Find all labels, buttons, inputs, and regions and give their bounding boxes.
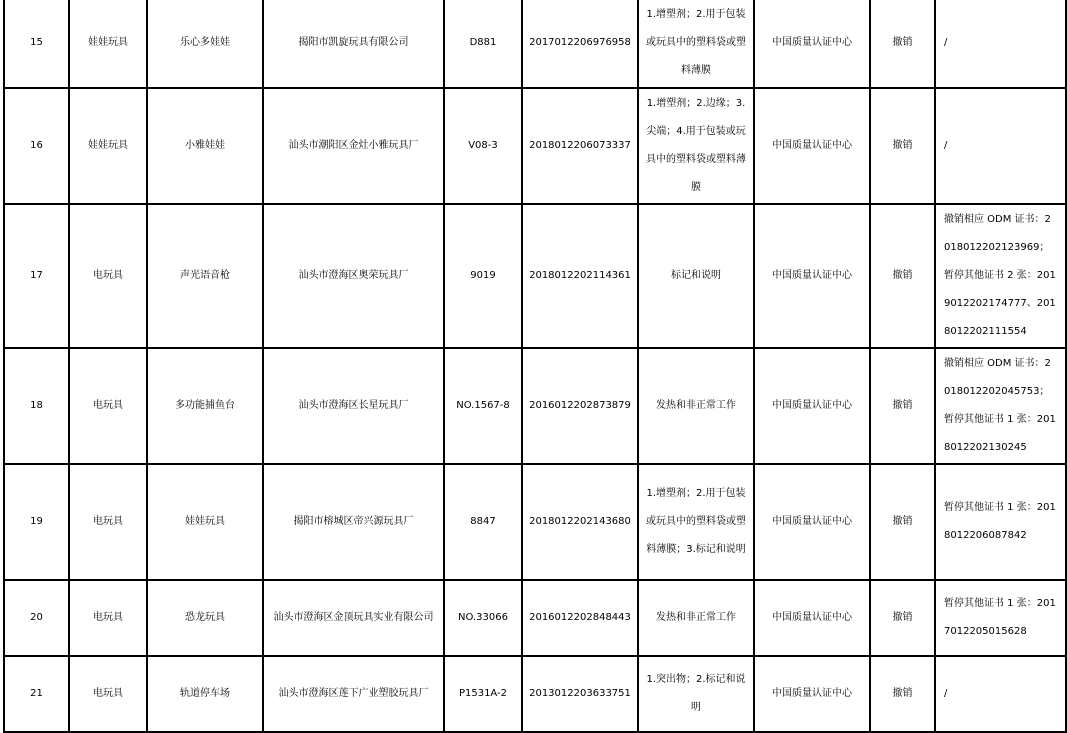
action-taken: 撤销	[870, 0, 935, 88]
remarks: /	[935, 88, 1066, 204]
certification-agency: 中国质量认证中心	[754, 464, 870, 580]
table-row	[4, 204, 1066, 348]
certificate-number: 2017012206976958	[522, 0, 638, 88]
row-number: 21	[4, 656, 69, 732]
company-name: 汕头市潮阳区金灶小雅玩具厂	[263, 88, 444, 204]
remarks: 暂停其他证书 1 张：2017012205015628	[935, 580, 1066, 656]
company-name: 揭阳市榕城区帝兴源玩具厂	[263, 464, 444, 580]
remarks: 撤销相应 ODM 证书：2018012202045753；暂停其他证书 1 张：2018012202130245	[935, 348, 1066, 464]
certification-agency: 中国质量认证中心	[754, 348, 870, 464]
revocation-table	[3, 0, 1067, 733]
company-name: 汕头市澄海区金顶玩具实业有限公司	[263, 580, 444, 656]
table-row	[4, 580, 1066, 656]
company-name: 汕头市澄海区莲下广业塑胶玩具厂	[263, 656, 444, 732]
product-name: 娃娃玩具	[147, 464, 263, 580]
product-name: 声光语音枪	[147, 204, 263, 348]
remarks: /	[935, 0, 1066, 88]
table-row	[4, 348, 1066, 464]
table-row	[4, 464, 1066, 580]
action-taken: 撤销	[870, 656, 935, 732]
product-name: 多功能捕鱼台	[147, 348, 263, 464]
product-category: 电玩具	[69, 464, 147, 580]
model-number: D881	[444, 0, 522, 88]
product-name: 小雅娃娃	[147, 88, 263, 204]
certificate-number: 2018012202143680	[522, 464, 638, 580]
certificate-number: 2018012202114361	[522, 204, 638, 348]
nonconforming-items: 1.突出物；2.标记和说明	[638, 656, 754, 732]
nonconforming-items: 发热和非正常工作	[638, 580, 754, 656]
remarks: /	[935, 656, 1066, 732]
table-row	[4, 656, 1066, 732]
model-number: 9019	[444, 204, 522, 348]
certification-agency: 中国质量认证中心	[754, 204, 870, 348]
company-name: 汕头市澄海区长星玩具厂	[263, 348, 444, 464]
table-row	[4, 0, 1066, 88]
remarks: 撤销相应 ODM 证书：2018012202123969；暂停其他证书 2 张：2019012202174777、2018012202111554	[935, 204, 1066, 348]
nonconforming-items: 发热和非正常工作	[638, 348, 754, 464]
row-number: 16	[4, 88, 69, 204]
company-name: 汕头市澄海区奥荣玩具厂	[263, 204, 444, 348]
table-row	[4, 88, 1066, 204]
certification-agency: 中国质量认证中心	[754, 656, 870, 732]
product-category: 电玩具	[69, 656, 147, 732]
row-number: 18	[4, 348, 69, 464]
product-category: 电玩具	[69, 580, 147, 656]
model-number: P1531A-2	[444, 656, 522, 732]
company-name: 揭阳市凯旋玩具有限公司	[263, 0, 444, 88]
product-name: 恐龙玩具	[147, 580, 263, 656]
model-number: NO.1567-8	[444, 348, 522, 464]
product-category: 电玩具	[69, 204, 147, 348]
row-number: 19	[4, 464, 69, 580]
product-category: 电玩具	[69, 348, 147, 464]
action-taken: 撤销	[870, 464, 935, 580]
action-taken: 撤销	[870, 348, 935, 464]
certificate-number: 2018012206073337	[522, 88, 638, 204]
product-category: 娃娃玩具	[69, 0, 147, 88]
certificate-number: 2016012202873879	[522, 348, 638, 464]
nonconforming-items: 标记和说明	[638, 204, 754, 348]
certification-agency: 中国质量认证中心	[754, 0, 870, 88]
model-number: NO.33066	[444, 580, 522, 656]
row-number: 15	[4, 0, 69, 88]
action-taken: 撤销	[870, 580, 935, 656]
nonconforming-items: 1.增塑剂；2.边缘；3.尖端；4.用于包装或玩具中的塑料袋或塑料薄膜	[638, 88, 754, 204]
certification-agency: 中国质量认证中心	[754, 88, 870, 204]
action-taken: 撤销	[870, 88, 935, 204]
table-body	[4, 0, 1066, 732]
product-name: 轨道停车场	[147, 656, 263, 732]
remarks: 暂停其他证书 1 张：2018012206087842	[935, 464, 1066, 580]
certificate-number: 2013012203633751	[522, 656, 638, 732]
row-number: 17	[4, 204, 69, 348]
certification-agency: 中国质量认证中心	[754, 580, 870, 656]
product-name: 乐心多娃娃	[147, 0, 263, 88]
model-number: V08-3	[444, 88, 522, 204]
model-number: 8847	[444, 464, 522, 580]
nonconforming-items: 1.增塑剂；2.用于包装或玩具中的塑料袋或塑料薄膜	[638, 0, 754, 88]
row-number: 20	[4, 580, 69, 656]
nonconforming-items: 1.增塑剂；2.用于包装或玩具中的塑料袋或塑料薄膜；3.标记和说明	[638, 464, 754, 580]
product-category: 娃娃玩具	[69, 88, 147, 204]
certificate-number: 2016012202848443	[522, 580, 638, 656]
action-taken: 撤销	[870, 204, 935, 348]
